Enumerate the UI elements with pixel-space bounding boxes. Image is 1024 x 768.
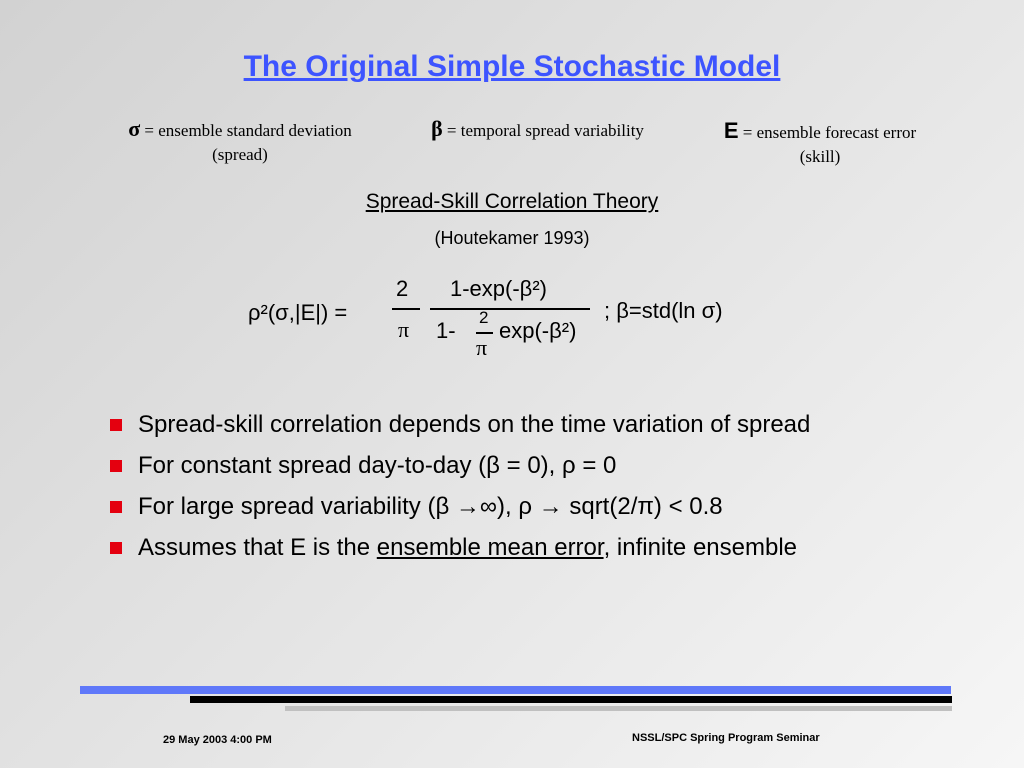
small-fraction-numerator: 2 (479, 308, 489, 327)
footer-bar-gray (285, 706, 952, 711)
bullet-square-icon (110, 501, 122, 513)
main-numerator: 1-exp(-β²) (450, 276, 547, 301)
correlation-equation (0, 260, 1024, 370)
main-denominator-prefix: 1- (436, 318, 456, 343)
error-definition-subtext: (skill) (799, 147, 841, 166)
footer-date: 29 May 2003 4:00 PM (163, 734, 272, 746)
bullet-text (138, 534, 797, 562)
fraction-line (392, 308, 420, 310)
bullet-square-icon (110, 419, 122, 431)
slide-title: The Original Simple Stochastic Model (243, 50, 781, 83)
main-denominator-suffix: exp(-β²) (499, 318, 577, 343)
main-fraction-line (430, 308, 590, 310)
beta-definition (405, 117, 670, 143)
bullet-square-icon (110, 542, 122, 554)
fraction-denominator: π (398, 317, 410, 342)
footer-bar-black (190, 696, 952, 703)
list-item (110, 404, 810, 445)
error-definition (700, 119, 940, 169)
fraction-numerator: 2 (396, 276, 409, 301)
beta-symbol: β (431, 116, 443, 141)
small-fraction-line (476, 332, 493, 334)
bullet-text: Spread-skill correlation depends on the time variation of spread (138, 410, 811, 438)
footer-seminar: NSSL/SPC Spring Program Seminar (632, 732, 820, 744)
beta-definition-text: = temporal spread variability (446, 121, 644, 140)
sigma-symbol: σ (128, 116, 141, 141)
sigma-definition-text: = ensemble standard deviation (144, 121, 352, 140)
bullet-list (110, 404, 810, 568)
bullet-text: For constant spread day-to-day (β = 0), ρ = 0 (138, 451, 617, 479)
list-item (110, 445, 810, 486)
list-item (110, 527, 810, 568)
equation-rhs: ; β=std(ln σ) (604, 298, 723, 323)
theory-citation: (Houtekamer 1993) (434, 228, 590, 248)
theory-heading: Spread-Skill Correlation Theory (365, 190, 659, 213)
bullet-square-icon (110, 460, 122, 472)
bullet-text-prefix: Assumes that E is the (138, 533, 377, 561)
error-symbol: E (723, 118, 739, 143)
footer-bar-blue (80, 686, 951, 694)
bullet-text: For large spread variability (β →∞), ρ → sqrt(2/π) < 0.8 (138, 492, 723, 520)
small-fraction-denominator: π (476, 335, 488, 360)
sigma-definition-subtext: (spread) (212, 145, 268, 164)
bullet-text-underlined: ensemble mean error (376, 533, 604, 561)
list-item (110, 486, 810, 527)
equation-lhs: ρ²(σ,|E|) = (248, 300, 348, 325)
bullet-text-suffix: , infinite ensemble (603, 533, 798, 561)
sigma-definition (95, 117, 385, 167)
error-definition-text: = ensemble forecast error (742, 123, 917, 142)
